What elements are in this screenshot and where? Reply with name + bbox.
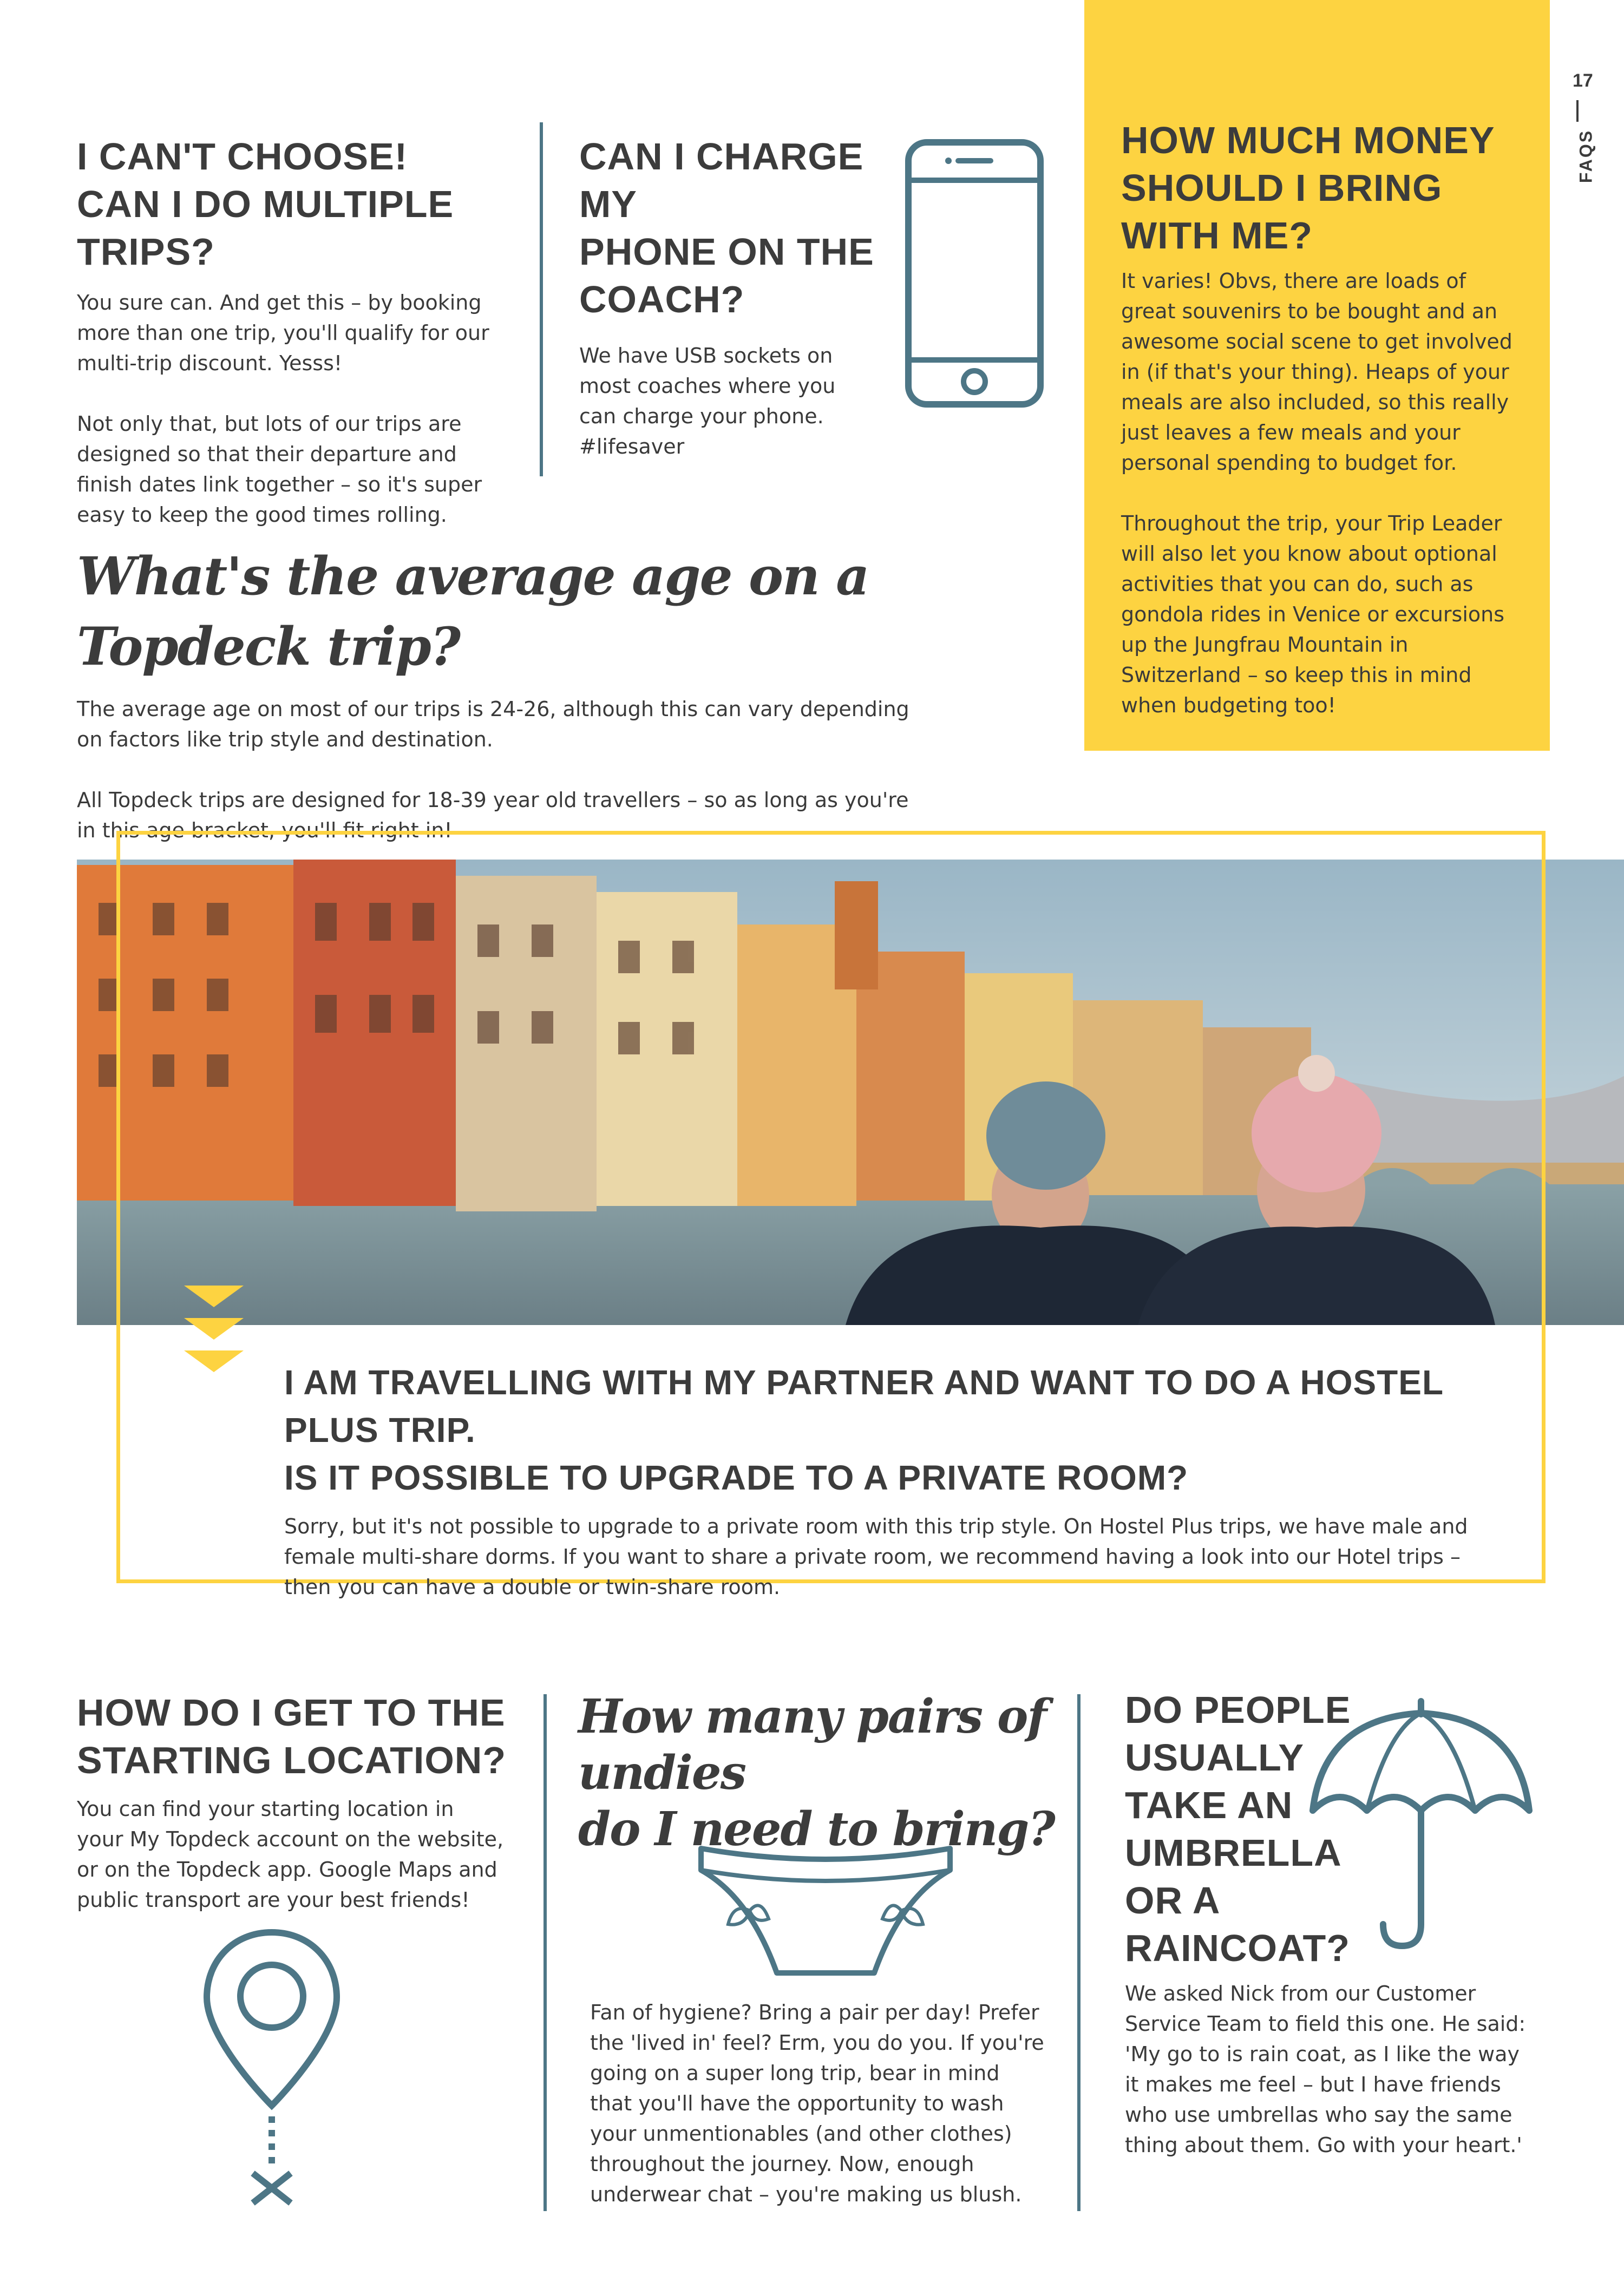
divider-line (540, 122, 543, 476)
faq-answer: Sorry, but it's not possible to upgrade to a private room with this trip style. On Hostel Plus trips, we have male and female multi-share dorms. If you want to share a private room, we recommend having a look into our Hotel trips – then you can have a double or twin-share room. (284, 1514, 1468, 1599)
phone-icon (904, 138, 1045, 409)
underwear-icon (696, 1838, 955, 1989)
title-line-2: PHONE ON THE (579, 231, 874, 273)
faq-title (77, 1689, 521, 1784)
title-line-2: SHOULD I BRING (1121, 167, 1443, 209)
faq-private-room (284, 1359, 1529, 1602)
title-line-1: How many pairs of undies (578, 1689, 1046, 1800)
title-line-3: WITH ME? (1121, 214, 1313, 257)
title-line-1: I AM TRAVELLING WITH MY PARTNER AND WANT TO DO A HOSTEL PLUS TRIP. (284, 1363, 1443, 1450)
page-number: 17 (1573, 70, 1593, 91)
title-line-1: DO PEOPLE (1125, 1689, 1351, 1731)
faq-answer (1121, 266, 1516, 720)
faq-answer: We have USB sockets on most coaches where you can charge your phone. #lifesaver (579, 344, 836, 458)
title-line-5: OR A (1125, 1879, 1221, 1922)
answer-paragraph-2: All Topdeck trips are designed for 18-39 year old travellers – so as long as you're in this age bracket, you'll fit right in! (77, 788, 909, 842)
title-line-1: I CAN'T CHOOSE! (77, 135, 408, 178)
title-line-6: RAINCOAT? (1125, 1927, 1350, 1969)
title-line-1: HOW MUCH MONEY (1121, 119, 1495, 161)
faq-answer (77, 287, 499, 530)
answer-paragraph-1: You sure can. And get this – by booking more than one trip, you'll qualify for our multi-trip discount. Yesss! (77, 291, 489, 375)
title-line-3: TAKE AN (1125, 1784, 1293, 1826)
faq-answer: You can find your starting location in your My Topdeck account on the website, or on the Topdeck app. Google Maps and public transport are your best friends! (77, 1797, 504, 1912)
faq-charge-phone (579, 133, 882, 462)
title-line-4: UMBRELLA (1125, 1832, 1342, 1874)
divider-line (1077, 1694, 1081, 2211)
title-line-1: CAN I CHARGE MY (579, 135, 864, 225)
umbrella-icon (1307, 1697, 1535, 1957)
faq-title (579, 133, 882, 323)
section-label: FAQS (1576, 129, 1596, 183)
chevron-down-icon (184, 1286, 244, 1383)
faq-average-age (77, 541, 921, 845)
answer-paragraph-1: The average age on most of our trips is 24-26, although this can vary depending on factors like trip style and destination. (77, 697, 909, 751)
answer-paragraph-1: It varies! Obvs, there are loads of great souvenirs to be bought and an awesome social scene to get involved in (if that's your thing). Heaps of your meals are also included, so this really just leaves a few meals and your personal spending to budget for. (1121, 269, 1512, 475)
faq-starting-location (77, 1689, 521, 1915)
title-line-1: HOW DO I GET TO THE (77, 1691, 506, 1734)
faq-title (578, 1689, 1055, 1858)
faq-money-panel (1084, 0, 1550, 751)
divider-line (543, 1694, 547, 2211)
answer-paragraph-2: Not only that, but lots of our trips are designed so that their departure and finish dates link together – so it's super easy to keep the good times rolling. (77, 412, 482, 527)
faq-umbrella-answer: We asked Nick from our Customer Service Team to field this one. He said: 'My go to is rain coat, as I like the way it makes me feel – but I have friends who use umbrellas who say the same thing about them. Go with your heart.' (1125, 1982, 1526, 2157)
faq-title (77, 133, 542, 276)
answer-paragraph-2: Throughout the trip, your Trip Leader will also let you know about optional activities that you can do, such as gondola rides in Venice or excursions up the Jungfrau Mountain in Switzerland – so keep this in mind when budgeting too! (1121, 512, 1505, 717)
title-line-2: USUALLY (1125, 1736, 1305, 1779)
title-line-3: COACH? (579, 278, 745, 320)
faq-multiple-trips (77, 133, 542, 530)
title-line-2: STARTING LOCATION? (77, 1739, 507, 1781)
faq-title (1121, 116, 1516, 259)
faq-undies-answer: Fan of hygiene? Bring a pair per day! Prefer the 'lived in' feel? Erm, you do you. If you're going on a super long trip, bear in mind that you'll have the opportunity to wash your unmentionables (and other clothes) throughout the journey. Now, enough underwear chat – you're making us blush. (590, 2001, 1044, 2206)
faq-title: What's the average age on a Topdeck trip? (77, 546, 869, 677)
faq-answer (77, 694, 911, 845)
title-line-2: do I need to bring? (578, 1802, 1055, 1857)
faq-title (284, 1359, 1529, 1501)
page-marker-divider (1576, 100, 1579, 122)
faq-undies (578, 1689, 1055, 1858)
title-line-2: IS IT POSSIBLE TO UPGRADE TO A PRIVATE ROOM? (284, 1458, 1189, 1497)
map-pin-icon (201, 1927, 342, 2208)
title-line-2: CAN I DO MULTIPLE TRIPS? (77, 183, 454, 273)
